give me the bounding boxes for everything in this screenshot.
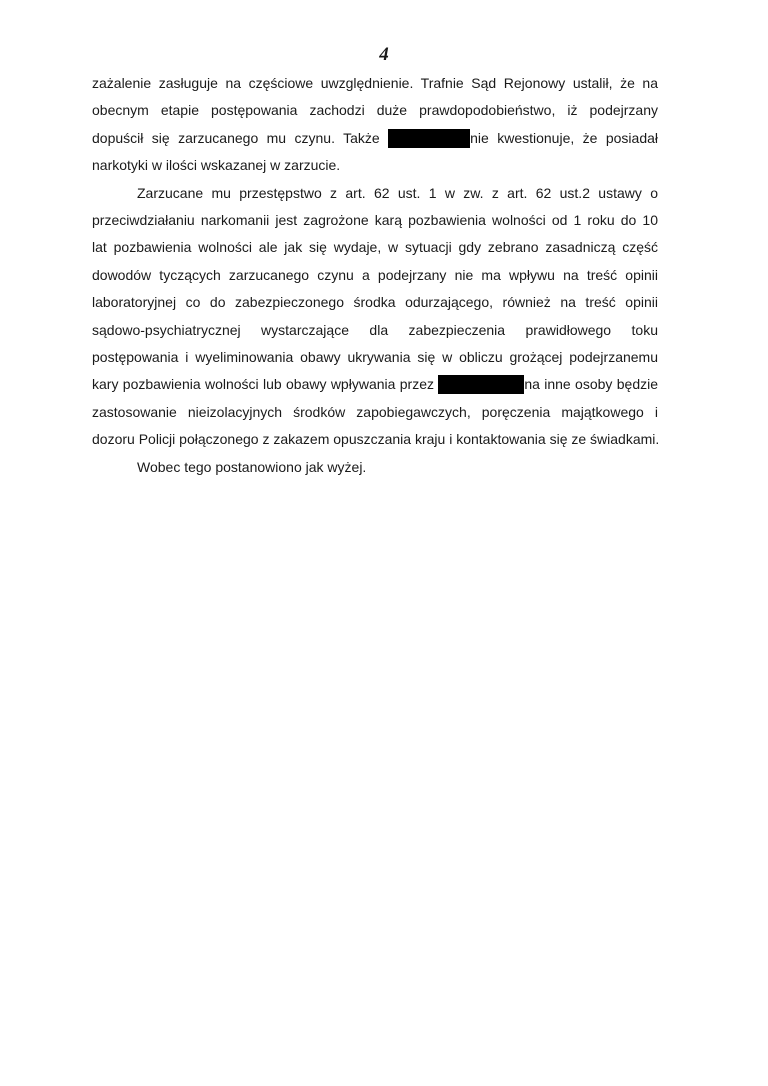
text-line: lat pozbawienia wolności ale jak się wydaje, w sytuacji gdy zebrano zasadniczą część: [92, 239, 658, 256]
text-line: laboratoryjnej co do zabezpieczonego środka odurzającego, również na treść opinii: [92, 294, 658, 311]
text-line: dozoru Policji połączonego z zakazem opuszczania kraju i kontaktowania się ze świadkami.: [92, 431, 660, 448]
redaction-block: [438, 375, 524, 394]
redaction-block: [388, 129, 470, 148]
document-body: [92, 70, 658, 481]
text-segment: dopuścił się zarzucanego mu czynu. Także: [92, 129, 380, 146]
text-segment: nie kwestionuje, że posiadał: [470, 129, 659, 146]
text-line: postępowania i wyeliminowania obawy ukrywania się w obliczu grożącej podejrzanemu: [92, 349, 658, 366]
text-line: sądowo-psychiatrycznej wystarczające dla zabezpieczenia prawidłowego toku: [92, 321, 658, 338]
text-segment: na inne osoby będzie: [524, 376, 659, 393]
paragraph-3: [92, 454, 658, 481]
text-line-with-redaction: [92, 125, 658, 152]
text-line: obecnym etapie postępowania zachodzi duże prawdopodobieństwo, iż podejrzany: [92, 102, 658, 119]
text-line: Zarzucane mu przestępstwo z art. 62 ust. 1 w zw. z art. 62 ust.2 ustawy o: [137, 184, 658, 201]
text-line: zastosowanie nieizolacyjnych środków zapobiegawczych, poręczenia majątkowego i: [92, 403, 658, 420]
text-line: narkotyki w ilości wskazanej w zarzucie.: [92, 157, 341, 174]
paragraph-1: [92, 70, 658, 180]
page-number: 4: [379, 44, 389, 65]
text-line: zażalenie zasługuje na częściowe uwzględnienie. Trafnie Sąd Rejonowy ustalił, że na: [92, 75, 658, 91]
text-segment: kary pozbawienia wolności lub obawy wpływania przez: [92, 376, 434, 393]
text-line-with-redaction: [92, 371, 658, 398]
paragraph-2: [92, 180, 658, 454]
text-line: dowodów tyczących zarzucanego czynu a podejrzany nie ma wpływu na treść opinii: [92, 266, 658, 283]
text-line: przeciwdziałaniu narkomanii jest zagrożone karą pozbawienia wolności od 1 roku do 10: [92, 212, 658, 229]
text-line: Wobec tego postanowiono jak wyżej.: [137, 458, 367, 475]
